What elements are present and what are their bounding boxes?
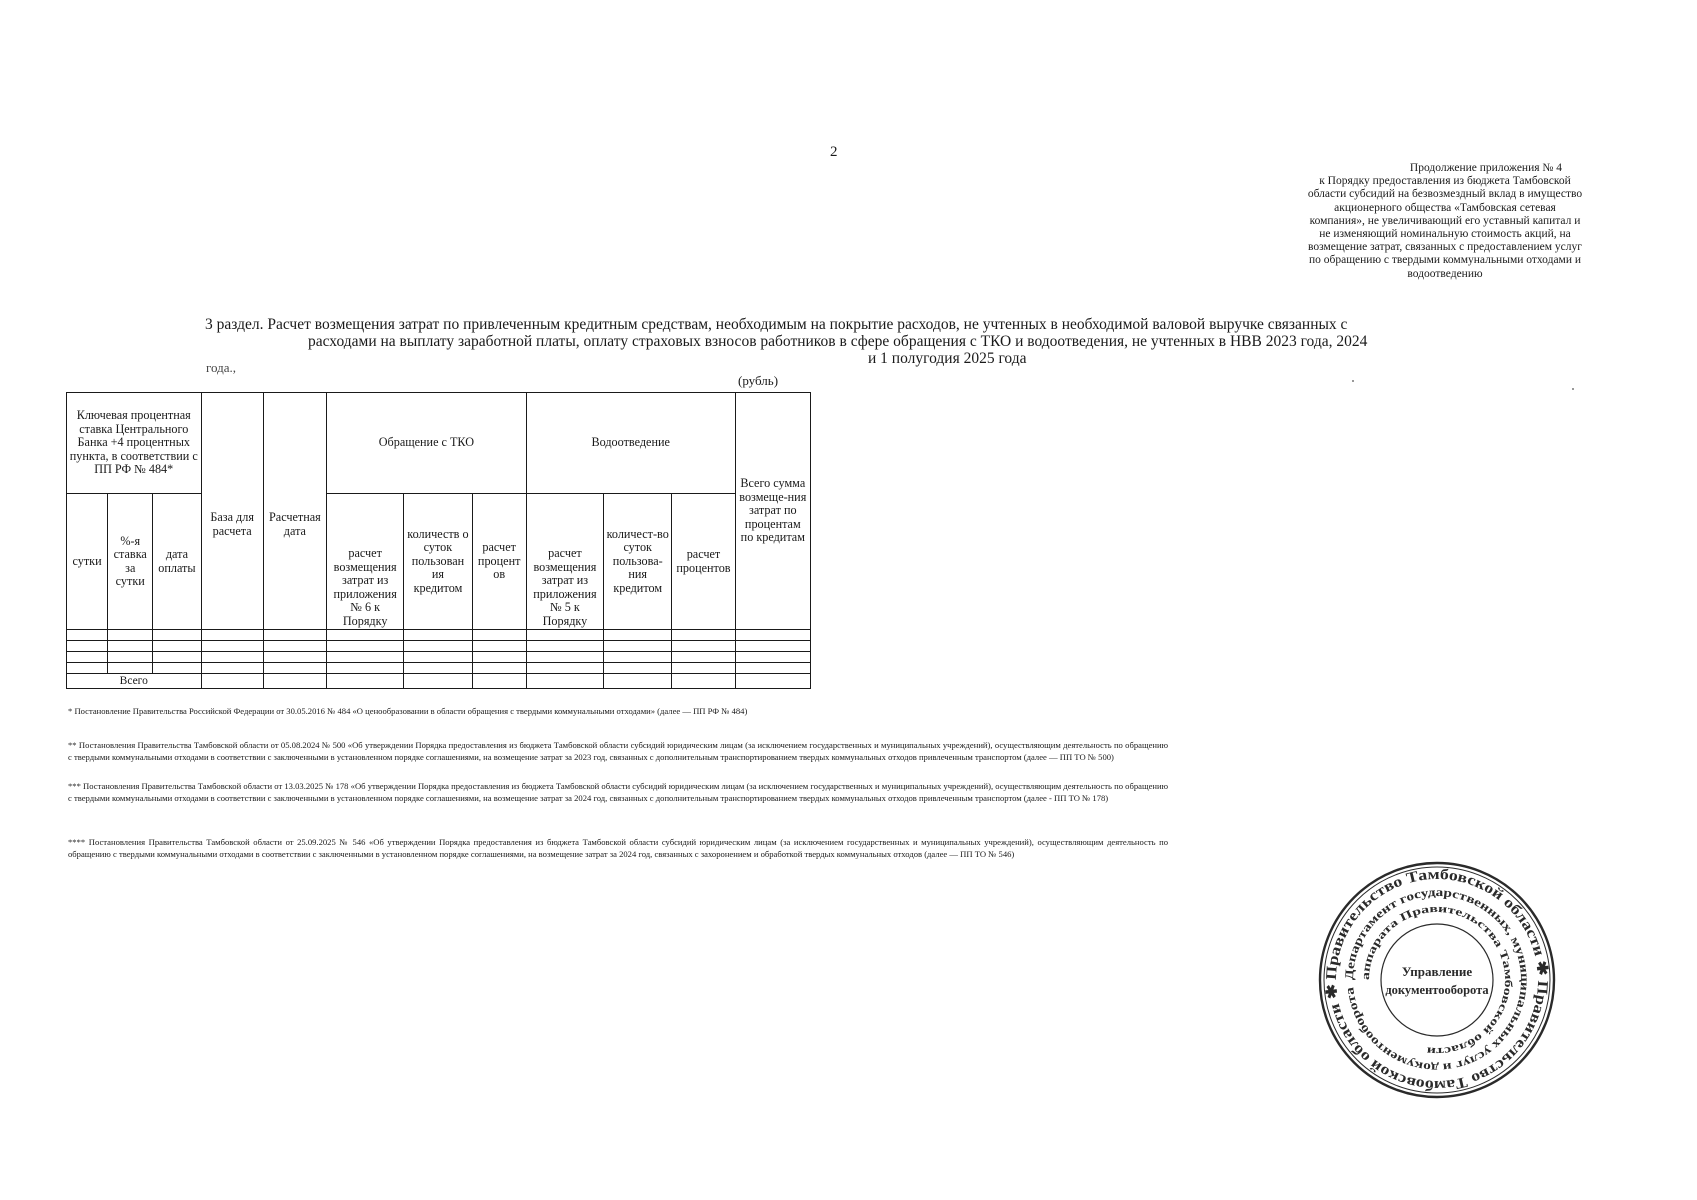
water-credit-days-header: количест-во суток пользова-ния кредитом — [604, 494, 672, 630]
scan-speck — [1572, 388, 1574, 390]
water-reimbursement-header: расчет возмещения затрат из приложения № 5 к Порядку — [526, 494, 603, 630]
page-number: 2 — [830, 144, 838, 160]
payment-date-header: дата оплаты — [153, 494, 201, 630]
tko-interest-header: расчет процент ов — [472, 494, 526, 630]
key-rate-header: Ключевая процентная ставка Центрального Банка +4 процентных пункта, в соответствии с ПП РФ № 484* — [67, 393, 202, 494]
table-row — [67, 663, 811, 674]
footnote: **** Постановления Правительства Тамбовской области от 25.09.2025 № 546 «Об утверждении Порядка предоставления из бюджета Тамбовской области субсидий юридическим лицам (за исключением государственных и муниципальных учреждений), осуществляющим деятельность по обращению с твердыми коммунальными отходами в соответствии с заключенными в установленном порядке соглашениями, на возмещение затрат за 2024 год, связанных с захоронением и обработкой твердых коммунальных отходов (далее — ПП ТО № 546) — [68, 837, 1168, 859]
appendix-header-line: Продолжение приложения № 4 — [1409, 162, 1562, 174]
section-title-line4: года., — [206, 360, 237, 375]
table-row — [67, 641, 811, 652]
appendix-header-line: акционерного общества «Тамбовская сетевая — [1334, 201, 1556, 214]
footnote: *** Постановления Правительства Тамбовской области от 13.03.2025 № 178 «Об утверждении Порядка предоставления из бюджета Тамбовской области субсидий юридическим лицам (за исключением государственных и муниципальных учреждений), осуществляющим деятельность по обращению с твердыми коммунальными отходами в соответствии с заключенными в установленном порядке соглашениями, на возмещение затрат за 2024 год, связанных с дополнительным транспортированием твердых коммунальных отходов привлеченным транспортом (далее - ПП ТО № 178) — [68, 781, 1168, 803]
table-row — [67, 630, 811, 641]
table-row — [67, 652, 811, 663]
scan-speck — [1352, 380, 1354, 382]
stamp-outer-text: Правительство Тамбовской области ✱ Правительство Тамбовской области ✱ — [1323, 866, 1551, 1094]
unit-label: (рубль) — [738, 373, 779, 388]
appendix-header-line: компания», не увеличивающий его уставный капитал и — [1309, 214, 1581, 227]
stamp-inner-text: аппарата Правительства Тамбовской области — [1359, 902, 1515, 1058]
appendix-header — [1260, 162, 1630, 281]
appendix-header-line: по обращению с твердыми коммунальными отходами и — [1308, 254, 1582, 267]
water-interest-header: расчет процентов — [672, 494, 735, 630]
official-stamp — [1315, 858, 1559, 1102]
footnote: ** Постановления Правительства Тамбовской области от 05.08.2024 № 500 «Об утверждении Порядка предоставления из бюджета Тамбовской области субсидий юридическим лицам (за исключением государственных и муниципальных учреждений), осуществляющим деятельность по обращению с твердыми коммунальными отходами в соответствии с заключенными в установленном порядке соглашениями, на возмещение затрат за 2023 год, связанных с дополнительным транспортированием твердых коммунальных отходов привлеченным транспортом (далее — ПП ТО № 500) — [68, 740, 1168, 762]
calculation-table — [66, 392, 811, 689]
section-title-line1: 3 раздел. Расчет возмещения затрат по привлеченным кредитным средствам, необходимым на покрытие расходов, не учтенных в необходимой валовой выручке связанных с — [205, 316, 1348, 333]
tko-credit-days-header: количеств о суток пользован ия кредитом — [404, 494, 472, 630]
appendix-header-line: области субсидий на безвозмездный вклад в имущество — [1307, 188, 1583, 201]
appendix-header-line: водоотведению — [1407, 267, 1483, 280]
appendix-header-line: возмещение затрат, связанных с предоставлением услуг — [1308, 241, 1582, 254]
tko-header: Обращение с ТКО — [327, 393, 527, 494]
stamp-center-line1: Управление — [1401, 964, 1473, 979]
stamp-middle-text: Департамент государственных, муниципальных услуг и документооборота — [1341, 884, 1533, 1076]
base-header: База для расчета — [201, 393, 263, 630]
calc-date-header: Расчетная дата — [263, 393, 326, 630]
rate-per-day-header: %-я ставка за сутки — [108, 494, 153, 630]
total-row — [67, 674, 811, 689]
section-title-line3: и 1 полугодия 2025 года — [868, 350, 1027, 367]
footnote: * Постановление Правительства Российской Федерации от 30.05.2016 № 484 «О ценообразовании в области обращения с твердыми коммунальными отходами» (далее — ПП РФ № 484) — [68, 706, 748, 716]
stamp-center-line2: документооборота — [1385, 983, 1489, 997]
water-header: Водоотведение — [526, 393, 735, 494]
days-header: сутки — [67, 494, 108, 630]
appendix-header-line: к Порядку предоставления из бюджета Тамбовской — [1319, 175, 1571, 188]
total-header: Всего сумма возмеще-ния затрат по процентам по кредитам — [735, 393, 810, 630]
tko-reimbursement-header: расчет возмещения затрат из приложения № 6 к Порядку — [327, 494, 404, 630]
appendix-header-line: не изменяющий номинальную стоимость акций, на — [1319, 228, 1571, 241]
section-title-line2: расходами на выплату заработной платы, оплату страховых взносов работников в сфере обращения с ТКО и водоотведения, не учтенных в НВВ 2023 года, 2024 — [308, 333, 1368, 350]
total-row-label: Всего — [67, 674, 202, 689]
